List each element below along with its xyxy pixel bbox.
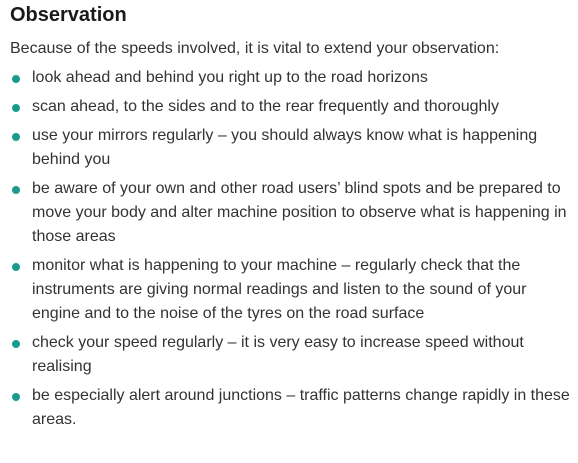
bullet-dot-icon xyxy=(12,104,20,112)
list-item-text: scan ahead, to the sides and to the rear frequently and thoroughly xyxy=(32,98,499,115)
observation-list xyxy=(10,66,572,432)
list-item xyxy=(10,124,572,172)
bullet-dot-icon xyxy=(12,340,20,348)
list-item-text: check your speed regularly – it is very easy to increase speed without realising xyxy=(32,334,524,375)
section-heading: Observation xyxy=(10,4,127,26)
list-item-text: use your mirrors regularly – you should always know what is happening behind you xyxy=(32,127,538,168)
bullet-dot-icon xyxy=(12,393,20,401)
list-item-text: monitor what is happening to your machine – regularly check that the instruments are giving normal readings and listen to the sound of your engine and to the noise of the tyres on the road surface xyxy=(32,257,527,322)
bullet-dot-icon xyxy=(12,263,20,271)
list-item xyxy=(10,384,572,432)
list-item xyxy=(10,331,572,379)
list-item xyxy=(10,66,572,90)
list-item xyxy=(10,95,572,119)
bullet-dot-icon xyxy=(12,75,20,83)
intro-paragraph: Because of the speeds involved, it is vital to extend your observation: xyxy=(10,40,500,57)
list-item xyxy=(10,177,572,249)
bullet-dot-icon xyxy=(12,133,20,141)
list-item-text: look ahead and behind you right up to the road horizons xyxy=(32,69,428,86)
list-item xyxy=(10,254,572,326)
list-item-text: be aware of your own and other road users’ blind spots and be prepared to move your body and alter machine position to observe what is happening in those areas xyxy=(32,180,567,245)
bullet-dot-icon xyxy=(12,186,20,194)
list-item-text: be especially alert around junctions – traffic patterns change rapidly in these areas. xyxy=(32,387,570,428)
